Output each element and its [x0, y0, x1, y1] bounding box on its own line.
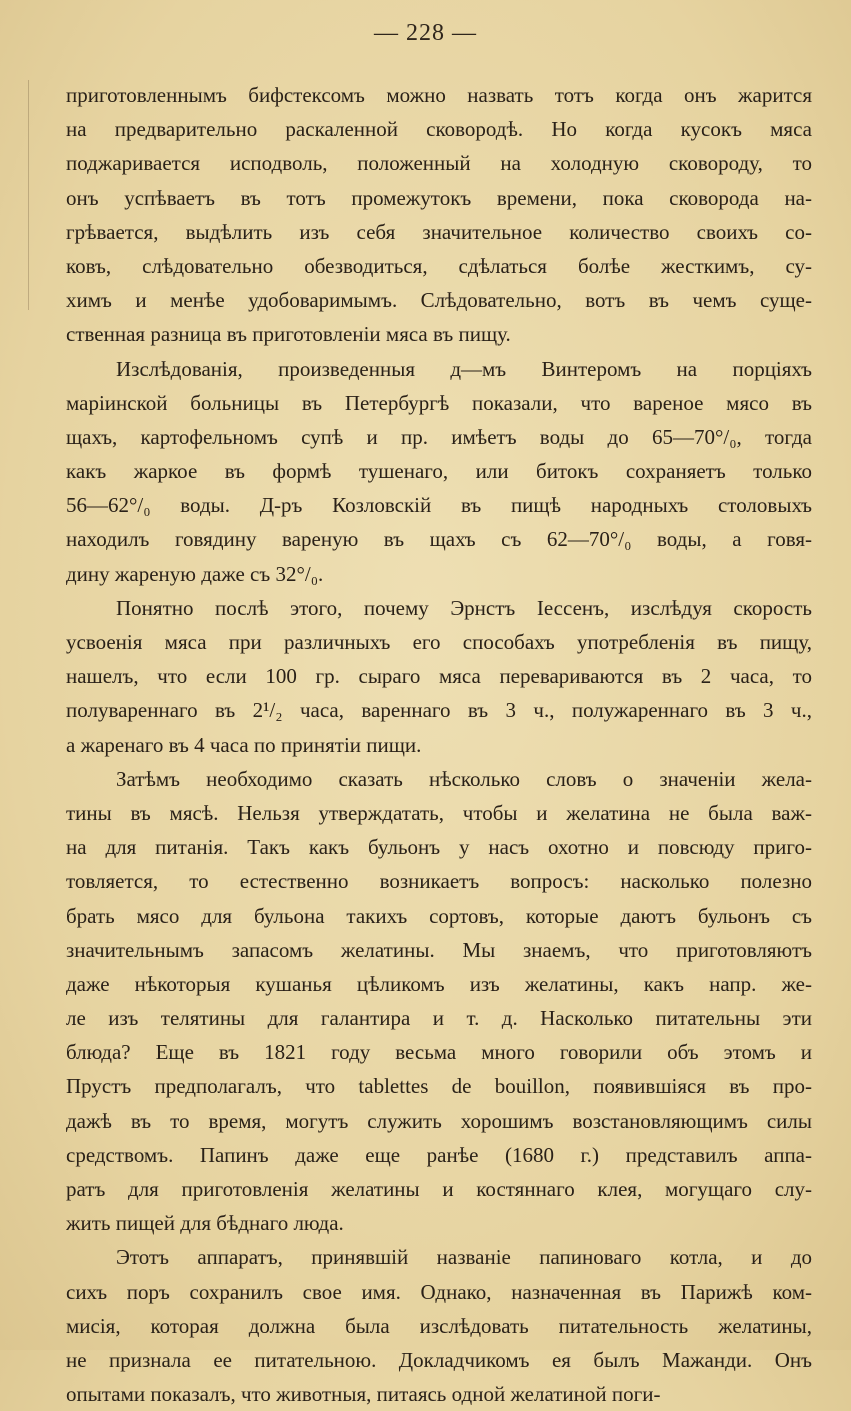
page-number: — 228 —	[374, 20, 477, 46]
paragraph-first-line: Изслѣдованія, произведенныя д—мъ Винтеромъ на порціяхъ	[116, 356, 812, 381]
paragraph-line: жить пищей для бѣднаго люда.	[66, 1211, 344, 1236]
paragraph-line: грѣвается, выдѣлить изъ себя значительное количество своихъ со-	[66, 219, 812, 244]
margin-pencil-mark	[28, 80, 39, 310]
paragraph-line: опытами показалъ, что животныя, питаясь одной желатиной поги-	[66, 1382, 661, 1407]
paragraph-first-line: Понятно послѣ этого, почему Эрнстъ Іессенъ, изслѣдуя скорость	[116, 595, 812, 620]
paragraph-line: нашелъ, что если 100 гр. сыраго мяса перевариваются въ 2 часа, то	[66, 664, 812, 689]
paragraph-line: какъ жаркое въ формѣ тушенаго, или битокъ сохраняетъ только	[66, 459, 812, 484]
paragraph-line: тины въ мясѣ. Нельзя утверждатать, чтобы и желатина не была важ-	[66, 800, 812, 825]
paragraph-line: Прустъ предполагалъ, что tablettes de bouillon, появившіяся въ про-	[66, 1074, 812, 1099]
paragraph-line: поджаривается исподволь, положенный на холодную сковороду, то	[66, 151, 812, 176]
paragraph-line: щахъ, картофельномъ супѣ и пр. имѣетъ воды до 65—70°/₀, тогда	[66, 424, 812, 449]
paragraph-line: брать мясо для бульона такихъ сортовъ, которые даютъ бульонъ съ	[66, 903, 812, 928]
paragraph-line: ле изъ телятины для галантира и т. д. Насколько питательны эти	[66, 1006, 812, 1031]
paragraph-line: мисія, которая должна была изслѣдовать питательность желатины,	[66, 1313, 812, 1338]
paragraph-line: маріинской больницы въ Петербургѣ показали, что вареное мясо въ	[66, 390, 812, 415]
paragraph-line: на предварительно раскаленной сковородѣ. Но когда кусокъ мяса	[66, 117, 812, 142]
paragraph-line: усвоенія мяса при различныхъ его способахъ употребленія въ пищу,	[66, 630, 812, 654]
paragraph-line: не признала ее питательною. Докладчикомъ ея былъ Мажанди. Онъ	[66, 1347, 812, 1372]
paragraph-first-line: Затѣмъ необходимо сказать нѣсколько словъ о значеніи жела-	[116, 766, 812, 791]
paragraph-line: полувареннаго въ 2¹/₂ часа, вареннаго въ 3 ч., полужареннаго въ 3 ч.,	[66, 698, 812, 723]
paragraph-line: дажѣ въ то время, могутъ служить хорошимъ возстановляющимъ силы	[66, 1108, 812, 1133]
paragraph-first-line: приготовленнымъ бифстексомъ можно назвать тотъ когда онъ жарится	[66, 83, 812, 107]
paragraph-line: дину жареную даже съ 32°/₀.	[66, 561, 324, 586]
paragraph-line: ратъ для приготовленія желатины и костяннаго клея, могущаго слу-	[66, 1177, 812, 1201]
paragraph-line: а жаренаго въ 4 часа по принятіи пищи.	[66, 732, 422, 757]
paragraph-line: даже нѣкоторыя кушанья цѣликомъ изъ желатины, какъ напр. же-	[66, 971, 812, 996]
paragraph-line: средствомъ. Папинъ даже еще ранѣе (1680 г.) представилъ аппа-	[66, 1142, 812, 1167]
paragraph-line: онъ успѣваетъ въ тотъ промежутокъ времени, пока сковорода на-	[66, 185, 812, 210]
paragraph-first-line: Этотъ аппаратъ, принявшій названіе папиноваго котла, и до	[116, 1245, 812, 1270]
body-text	[66, 78, 812, 1411]
paragraph-line: 56—62°/₀ воды. Д-ръ Козловскій въ пищѣ народныхъ столовыхъ	[66, 493, 812, 518]
paragraph-line: находилъ говядину вареную въ щахъ съ 62—70°/₀ воды, а говя-	[66, 527, 812, 552]
paragraph-line: химъ и менѣе удобоваримымъ. Слѣдовательно, вотъ въ чемъ суще-	[66, 288, 812, 313]
paragraph-line: сихъ поръ сохранилъ свое имя. Однако, назначенная въ Парижѣ ком-	[66, 1279, 812, 1304]
paragraph-line: на для питанія. Такъ какъ бульонъ у насъ охотно и повсюду приго-	[66, 835, 812, 860]
paragraph-line: ственная разница въ приготовленіи мяса въ пищу.	[66, 322, 511, 347]
paragraph-line: значительнымъ запасомъ желатины. Мы знаемъ, что приготовляютъ	[66, 937, 812, 962]
paragraph-line: товляется, то естественно возникаетъ вопросъ: насколько полезно	[66, 869, 812, 894]
paragraph-line: ковъ, слѣдовательно обезводиться, сдѣлаться болѣе жесткимъ, су-	[66, 253, 812, 278]
paragraph-line: блюда? Еще въ 1821 году весьма много говорили объ этомъ и	[66, 1040, 812, 1065]
